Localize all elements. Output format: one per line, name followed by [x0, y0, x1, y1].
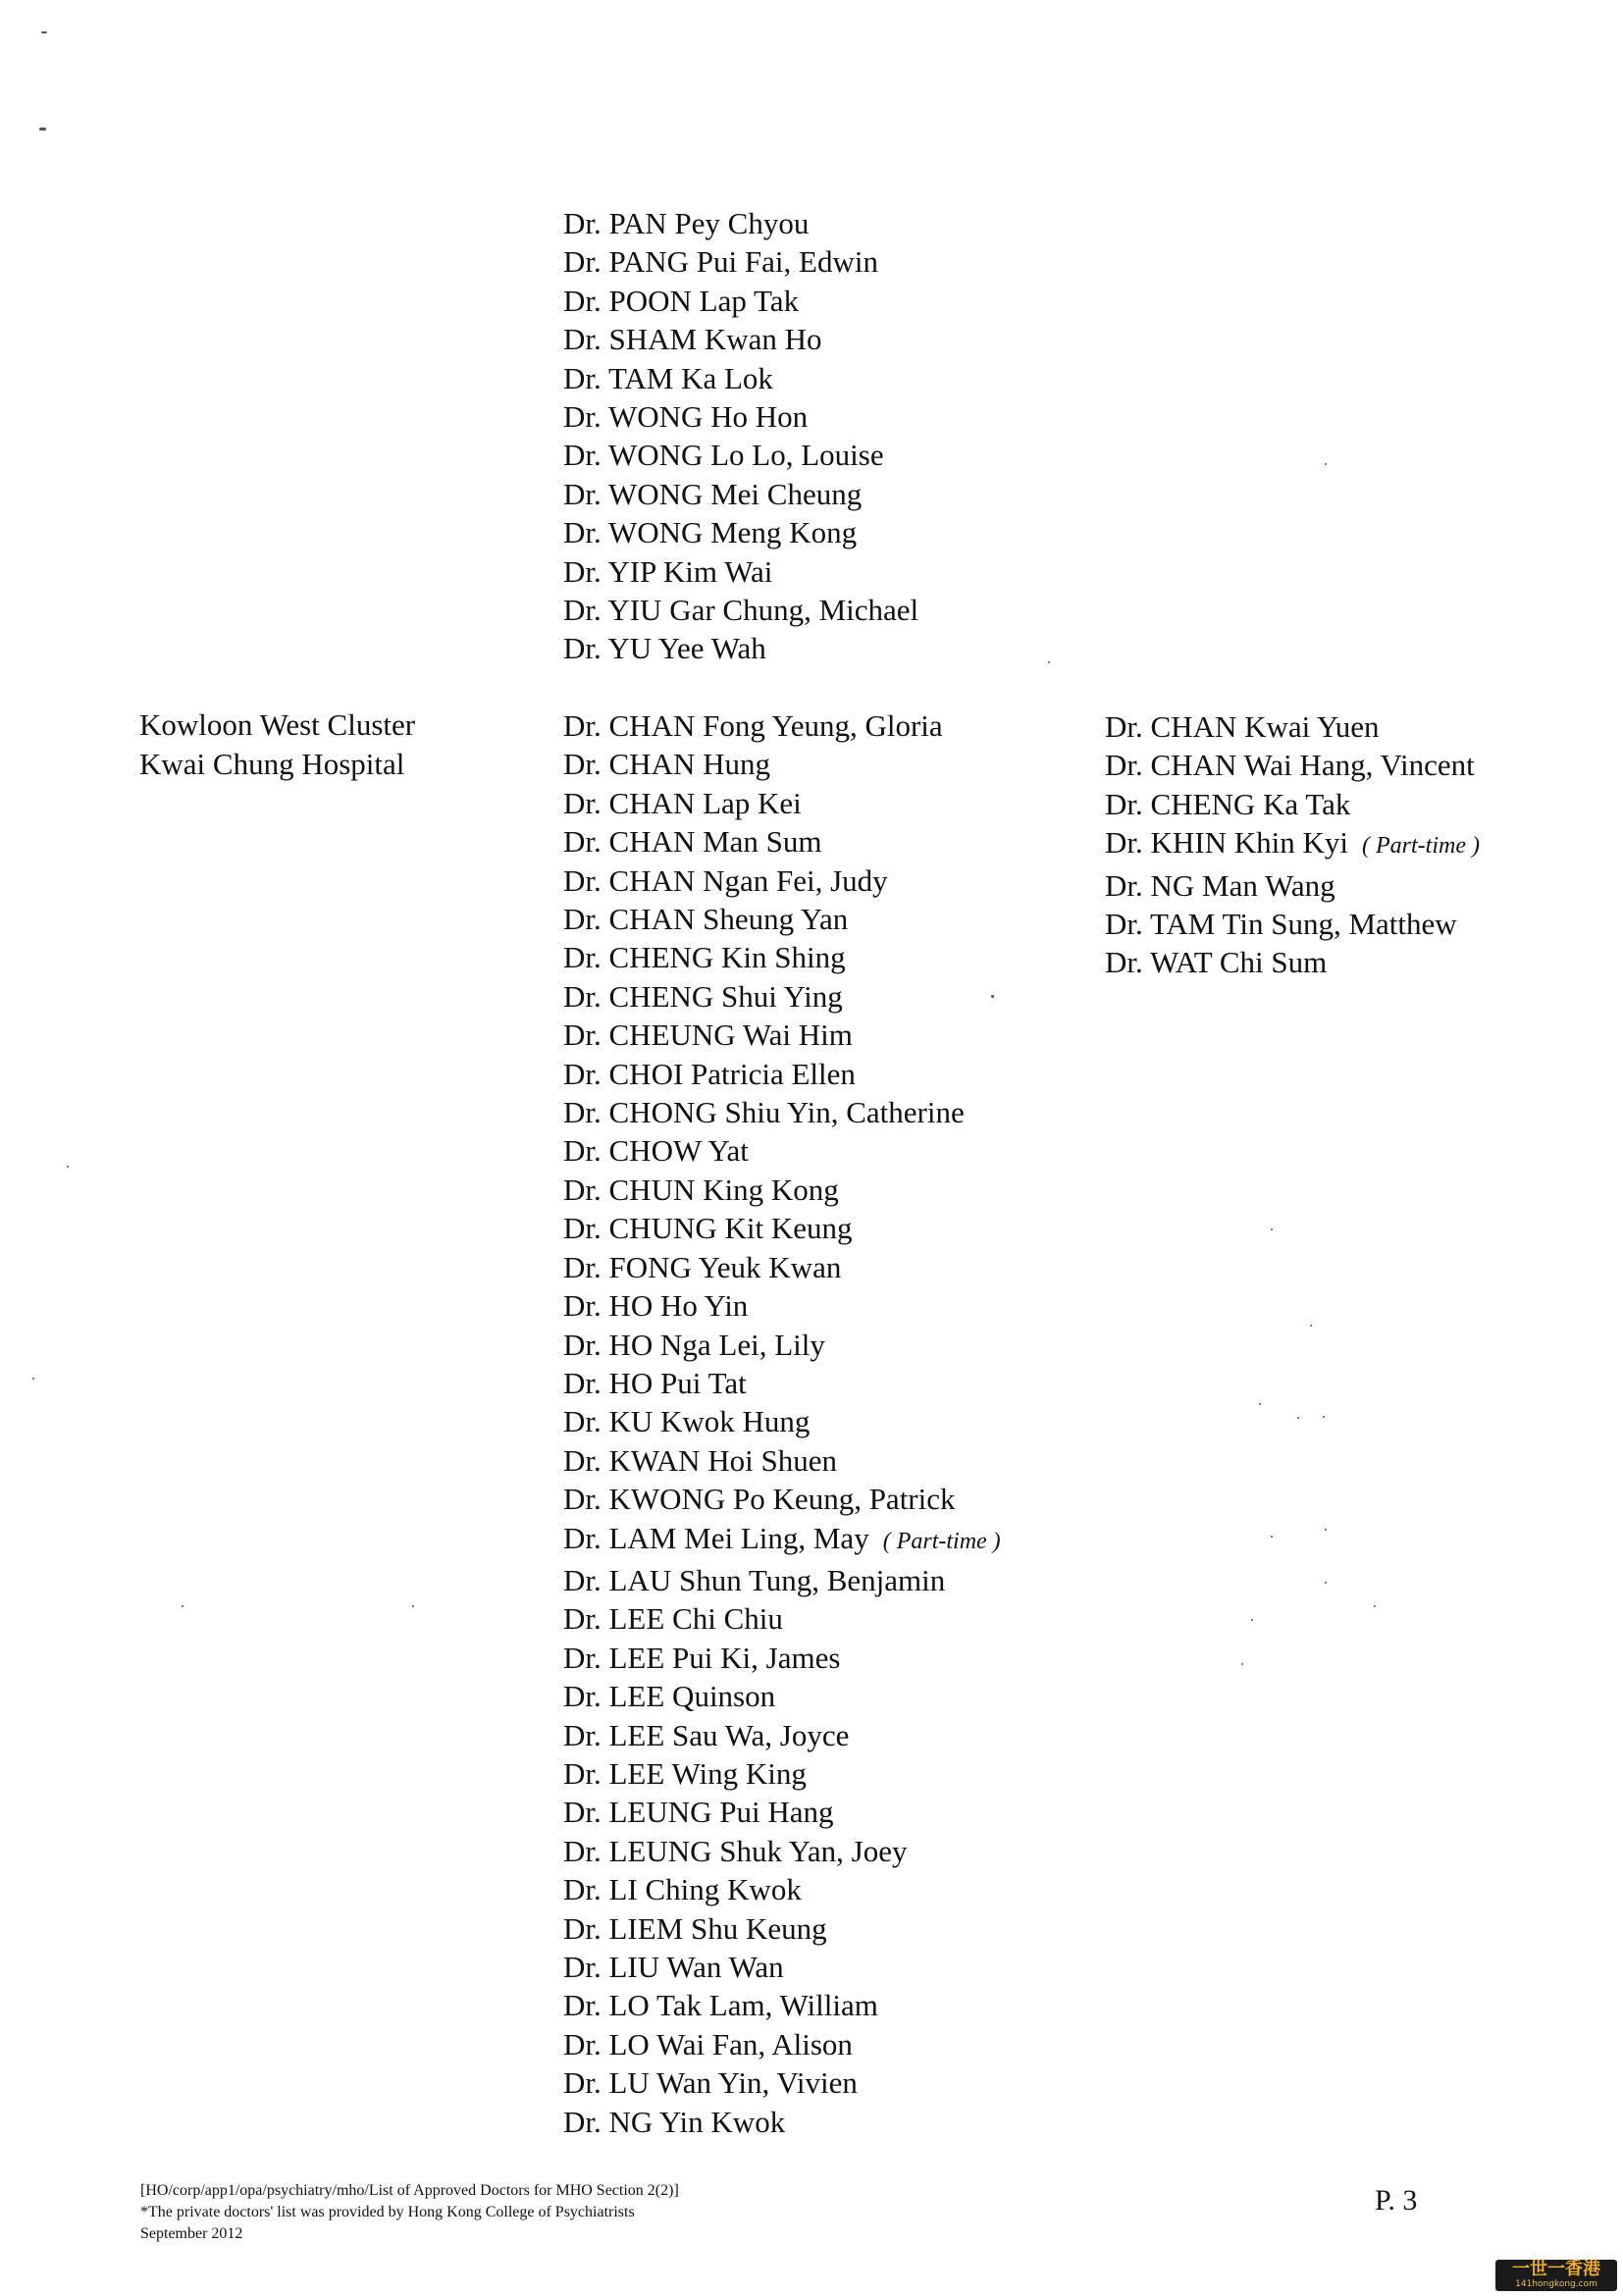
doctor-entry: [563, 1248, 1001, 1286]
doctor-name: Dr. LEUNG Pui Hang: [563, 1795, 834, 1830]
doctor-entry: [563, 861, 1001, 900]
document-footer: [140, 2180, 679, 2245]
doctor-name: Dr. POON Lap Tak: [563, 283, 800, 318]
doctor-entry: [563, 242, 918, 281]
doctor-name: Dr. LAU Shun Tung, Benjamin: [563, 1562, 946, 1597]
doctor-entry: [563, 1016, 1001, 1054]
doctor-name: Dr. LAM Mei Ling, May: [563, 1520, 869, 1555]
cluster-name: Kowloon West Cluster: [139, 707, 416, 742]
doctor-name: Dr. TAM Ka Lok: [563, 360, 773, 395]
doctor-entry: [563, 2063, 1001, 2102]
doctor-entry: [563, 1754, 1001, 1793]
watermark-url: 141hongkong.com: [1515, 2279, 1597, 2289]
doctor-entry: [563, 1209, 1001, 1247]
doctor-name: Dr. LEE Quinson: [563, 1679, 776, 1714]
doctor-entry: [563, 1364, 1001, 1402]
doctor-name: Dr. NG Man Wang: [1105, 867, 1335, 903]
doctor-name: Dr. CHENG Ka Tak: [1105, 786, 1351, 821]
doctor-name: Dr. KWAN Hoi Shuen: [563, 1442, 837, 1478]
doctor-entry: [563, 1870, 1001, 1908]
doctor-name: Dr. TAM Tin Sung, Matthew: [1105, 907, 1457, 942]
doctor-name: Dr. CHAN Wai Hang, Vincent: [1105, 748, 1475, 783]
doctor-entry: [1105, 823, 1480, 865]
doctor-name: Dr. LIEM Shu Keung: [563, 1910, 827, 1946]
doctor-name: Dr. CHAN Fong Yeung, Gloria: [563, 708, 943, 743]
doctor-name: Dr. HO Pui Tat: [563, 1365, 747, 1400]
doctor-name: Dr. WAT Chi Sum: [1105, 945, 1328, 980]
doctor-name: Dr. LO Tak Lam, William: [563, 1988, 878, 2023]
doctor-name: Dr. WONG Ho Hon: [563, 399, 809, 435]
doctor-entry: [563, 397, 918, 436]
doctor-entry: [563, 706, 1001, 745]
doctor-entry: [563, 1131, 1001, 1170]
site-watermark: [1495, 2260, 1617, 2291]
doctor-name: Dr. LEE Wing King: [563, 1755, 807, 1791]
doctor-name: Dr. CHEUNG Wai Him: [563, 1018, 853, 1053]
doctor-entry: [563, 1480, 1001, 1518]
watermark-text: 一世一香港: [1512, 2259, 1600, 2279]
doctor-entry: [563, 2025, 1001, 2063]
doctor-entry: [563, 1832, 1001, 1870]
doctor-name: Dr. CHAN Ngan Fei, Judy: [563, 862, 888, 898]
doctor-entry: [563, 2103, 1001, 2141]
doctor-name: Dr. HO Nga Lei, Lily: [563, 1327, 825, 1362]
doctor-name: Dr. HO Ho Yin: [563, 1288, 749, 1324]
doctor-name: Dr. CHONG Shiu Yin, Catherine: [563, 1095, 965, 1130]
doctor-name: Dr. CHUNG Kit Keung: [563, 1211, 853, 1246]
doctor-entry: [563, 1561, 1001, 1599]
doctor-entry: [563, 745, 1001, 783]
doctor-name: Dr. CHOW Yat: [563, 1133, 749, 1169]
doctor-entry: [563, 1402, 1001, 1440]
doctor-entry: [563, 359, 918, 397]
doctor-entry: [563, 1055, 1001, 1093]
doctor-name: Dr. LEE Sau Wa, Joyce: [563, 1717, 850, 1752]
doctor-entry: [563, 1286, 1001, 1325]
doctor-entry: [563, 1326, 1001, 1364]
doctor-name: Dr. CHAN Man Sum: [563, 824, 822, 860]
doctor-entry: [1105, 746, 1480, 784]
kwai-chung-doctor-list: [563, 706, 1001, 2141]
doctor-name: Dr. CHAN Hung: [563, 747, 770, 782]
doctor-entry: [1105, 905, 1480, 943]
doctor-name: Dr. CHOI Patricia Ellen: [563, 1056, 856, 1091]
doctor-entry: [563, 591, 918, 629]
doctor-entry: [563, 320, 918, 358]
doctor-name: Dr. KHIN Khin Kyi: [1105, 825, 1348, 861]
doctor-entry: [1105, 785, 1480, 823]
doctor-entry: [563, 629, 918, 667]
doctor-entry: [563, 204, 918, 242]
doctor-entry: [563, 938, 1001, 976]
part-time-note: ( Part-time ): [882, 1528, 1001, 1554]
doctor-name: Dr. SHAM Kwan Ho: [563, 322, 822, 357]
doctor-name: Dr. YIP Kim Wai: [563, 553, 773, 589]
doctor-name: Dr. NG Yin Kwok: [563, 2104, 786, 2139]
doctor-name: Dr. YU Yee Wah: [563, 631, 766, 666]
doctor-name: Dr. CHAN Lap Kei: [563, 785, 802, 820]
doctor-entry: [1105, 866, 1480, 905]
cluster-heading: [139, 705, 415, 784]
doctor-name: Dr. CHAN Sheung Yan: [563, 902, 849, 937]
doctor-name: Dr. LIU Wan Wan: [563, 1950, 784, 1984]
page-number: P. 3: [1375, 2184, 1418, 2217]
doctor-name: Dr. LU Wan Yin, Vivien: [563, 2065, 858, 2101]
doctor-list-continued: [563, 204, 918, 668]
doctor-name: Dr. CHAN Kwai Yuen: [1105, 709, 1380, 744]
part-time-note: ( Part-time ): [1362, 833, 1480, 860]
hospital-name: Kwai Chung Hospital: [139, 747, 405, 781]
doctor-name: Dr. CHENG Shui Ying: [563, 978, 843, 1014]
doctor-entry: [1105, 943, 1480, 981]
doctor-entry: [563, 1948, 1001, 1986]
doctor-entry: [563, 1716, 1001, 1754]
doctor-name: Dr. LI Ching Kwok: [563, 1872, 802, 1907]
doctor-name: Dr. WONG Mei Cheung: [563, 476, 863, 511]
footer-file-path: [HO/corp/app1/opa/psychiatry/mho/List of Approved Doctors for MHO Section 2(2)]: [140, 2182, 679, 2199]
doctor-entry: [563, 513, 918, 551]
doctor-entry: [563, 282, 918, 320]
doctor-entry: [563, 1639, 1001, 1677]
doctor-name: Dr. KWONG Po Keung, Patrick: [563, 1482, 956, 1517]
doctor-name: Dr. FONG Yeuk Kwan: [563, 1249, 842, 1284]
footer-source-note: *The private doctors' list was provided by Hong Kong College of Psychiatrists: [140, 2204, 635, 2220]
doctor-name: Dr. KU Kwok Hung: [563, 1404, 811, 1439]
doctor-name: Dr. PAN Pey Chyou: [563, 206, 810, 240]
doctor-entry: [563, 475, 918, 513]
doctor-entry: [563, 822, 1001, 861]
doctor-entry: [563, 900, 1001, 938]
doctor-name: Dr. WONG Lo Lo, Louise: [563, 438, 884, 473]
doctor-entry: [563, 1677, 1001, 1715]
doctor-name: Dr. CHENG Kin Shing: [563, 940, 846, 975]
doctor-entry: [563, 436, 918, 474]
kwai-chung-doctor-list-second-column: [1105, 707, 1480, 982]
doctor-entry: [563, 1441, 1001, 1480]
doctor-name: Dr. LEE Chi Chiu: [563, 1601, 783, 1637]
doctor-name: Dr. LEUNG Shuk Yan, Joey: [563, 1833, 908, 1868]
doctor-entry: [563, 1986, 1001, 2024]
doctor-entry: [563, 1793, 1001, 1831]
doctor-name: Dr. CHUN King Kong: [563, 1172, 839, 1207]
doctor-entry: [1105, 707, 1480, 746]
doctor-name: Dr. PANG Pui Fai, Edwin: [563, 244, 878, 280]
doctor-entry: [563, 552, 918, 591]
doctor-name: Dr. WONG Meng Kong: [563, 515, 858, 550]
doctor-entry: [563, 1519, 1001, 1561]
doctor-entry: [563, 1093, 1001, 1131]
doctor-name: Dr. LO Wai Fan, Alison: [563, 2026, 853, 2061]
footer-date: September 2012: [140, 2225, 243, 2242]
doctor-name: Dr. YIU Gar Chung, Michael: [563, 593, 919, 628]
doctor-entry: [563, 977, 1001, 1016]
doctor-entry: [563, 1599, 1001, 1638]
doctor-entry: [563, 784, 1001, 822]
doctor-entry: [563, 1909, 1001, 1948]
doctor-name: Dr. LEE Pui Ki, James: [563, 1640, 841, 1675]
doctor-entry: [563, 1171, 1001, 1209]
